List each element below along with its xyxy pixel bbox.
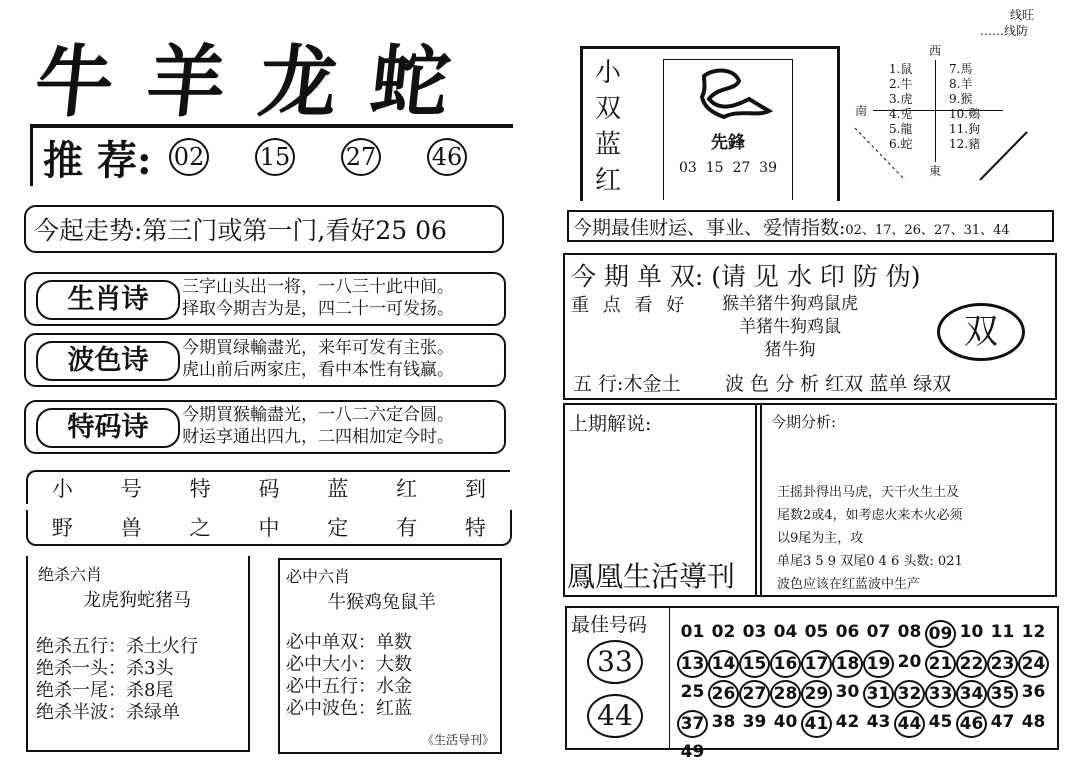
number-cell: 34 <box>956 680 987 708</box>
hit-key: 必中波色： <box>286 698 376 719</box>
number-cell: 44 <box>894 710 925 738</box>
number-cell: 29 <box>801 680 832 708</box>
number-cell: 18 <box>832 650 863 678</box>
kill-value: 杀绿单 <box>126 702 180 723</box>
number-cell: 30 <box>835 682 860 702</box>
hint-char: 号 <box>120 477 142 501</box>
number-cell: 43 <box>866 712 891 732</box>
zodiac-item: 2.牛 <box>889 77 913 91</box>
focus-label: 重 点 看 好 <box>571 295 689 316</box>
zodiac-item: 11.狗 <box>949 122 981 136</box>
hint-char: 中 <box>258 516 280 540</box>
number-cell: 48 <box>1021 712 1046 732</box>
analysis-text <box>777 481 963 596</box>
best-pick: 33 <box>587 640 643 684</box>
focus-zodiacs <box>695 293 885 362</box>
recommend-box <box>30 124 513 186</box>
hit-item <box>286 654 500 676</box>
best-box <box>565 606 1059 762</box>
hit-value: 水金 <box>376 676 412 697</box>
focus-line: 羊猪牛狗鸡鼠 <box>739 317 841 337</box>
number-cell: 11 <box>990 622 1015 642</box>
kill-value: 杀8尾 <box>126 680 174 701</box>
side-char: 双 <box>595 94 622 124</box>
number-cell: 03 <box>742 622 767 642</box>
hint-char: 定 <box>327 516 349 540</box>
corner-bottom-text: 线防 <box>1004 24 1029 38</box>
number-cell: 35 <box>987 680 1018 708</box>
hit-item <box>286 632 500 654</box>
south-label: 南 <box>855 104 868 118</box>
number-grid <box>677 620 1049 762</box>
recommend-number: 27 <box>341 138 381 176</box>
number-cell: 19 <box>863 650 894 678</box>
analysis-line: 波色应该在红蓝波中生产 <box>777 577 921 592</box>
analysis-line: 以9尾为主，攻 <box>777 531 864 546</box>
zodiac-item: 10.鷄 <box>949 107 981 121</box>
analysis-line: 单尾3 5 9 双尾0 4 6 头数: 021 <box>777 554 963 569</box>
this-label: 今期分析: <box>771 413 837 431</box>
oddeven-box <box>563 253 1057 400</box>
trend-box: 今起走势:第三门或第一门,看好25 06 <box>24 205 504 253</box>
hit-key: 必中单双： <box>286 632 376 653</box>
hint-char: 小 <box>51 477 73 501</box>
poem-wave <box>24 333 506 387</box>
kill-zodiacs: 龙虎狗蛇猪马 <box>83 590 191 611</box>
kill-value: 杀土火行 <box>126 636 198 657</box>
five-elements: 五 行:木金土 <box>573 373 681 395</box>
number-cell: 15 <box>739 650 770 678</box>
zodiac-item: 6.蛇 <box>889 137 913 151</box>
number-cell: 04 <box>773 622 798 642</box>
side-char: 小 <box>595 58 622 88</box>
zodiac-item: 3.虎 <box>889 92 913 106</box>
kill-key: 绝杀五行： <box>36 636 126 657</box>
zodiac-item: 1.鼠 <box>889 62 913 76</box>
number-cell: 38 <box>711 712 736 732</box>
hit-title: 必中六肖 <box>286 567 351 586</box>
hint-char: 兽 <box>120 516 142 540</box>
number-cell: 08 <box>897 622 922 642</box>
recommend-number: 15 <box>255 138 295 176</box>
source-label: 《生活导刊》 <box>421 733 494 747</box>
number-cell: 45 <box>928 712 953 732</box>
poem-line: 虎山前后两家庄，看中本性有钱赢。 <box>182 360 454 380</box>
number-cell: 16 <box>770 650 801 678</box>
side-char: 红 <box>595 166 622 196</box>
kill-key: 绝杀半波： <box>36 702 126 723</box>
pioneer-box <box>580 46 840 201</box>
index-values: 02、17、26、27、31、44 <box>845 223 1010 238</box>
kill-key: 绝杀一尾： <box>36 680 126 701</box>
hit-key: 必中大小： <box>286 654 376 675</box>
number-cell: 07 <box>866 622 891 642</box>
number-cell: 49 <box>680 742 705 762</box>
kill-item <box>36 702 248 724</box>
number-cell: 05 <box>804 622 829 642</box>
number-cell: 17 <box>801 650 832 678</box>
last-label: 上期解说: <box>569 413 652 435</box>
number-cell: 12 <box>1021 622 1046 642</box>
number-cell: 10 <box>959 622 984 642</box>
hit-key: 必中五行： <box>286 676 376 697</box>
number-cell: 46 <box>956 710 987 738</box>
poem-line: 择取今期吉为是，四二十一可发扬。 <box>182 299 454 319</box>
poem-zodiac <box>24 272 506 326</box>
zodiac-compass <box>845 40 1045 190</box>
poem-tag: 特码诗 <box>36 408 180 448</box>
kill-item <box>36 658 248 680</box>
hint-char: 特 <box>464 516 486 540</box>
zodiac-item: 8.羊 <box>949 77 973 91</box>
zodiac-item: 7.馬 <box>949 62 973 76</box>
hit-item <box>286 676 500 698</box>
oddeven-title: 今 期 单 双: (请 见 水 印 防 伪) <box>571 262 921 291</box>
hit-box <box>278 558 502 754</box>
analysis-line: 王摇卦得出马虎，天干火生土及 <box>777 485 960 500</box>
pioneer-name: 先鋒 <box>711 133 745 153</box>
pioneer-card <box>663 59 793 200</box>
poem-special <box>24 400 506 454</box>
zodiac-item: 12.豬 <box>949 137 981 151</box>
recommend-label: 推 荐: <box>43 136 152 184</box>
analysis-box <box>563 403 1057 597</box>
number-cell: 40 <box>773 712 798 732</box>
poem-line: 今期買绿輸盡光，来年可发有主张。 <box>182 338 454 358</box>
west-label: 西 <box>929 44 942 58</box>
number-cell: 36 <box>1021 682 1046 702</box>
number-cell: 01 <box>680 622 705 642</box>
poem-line: 今期買猴輸盡光，一八二六定合圆。 <box>182 405 454 425</box>
poem-tag: 生肖诗 <box>36 280 180 320</box>
hint-char: 野 <box>51 516 73 540</box>
number-cell: 37 <box>677 710 708 738</box>
number-cell: 27 <box>739 680 770 708</box>
poem-line: 财运享通出四九，二四相加定今时。 <box>182 427 454 447</box>
hit-value: 红蓝 <box>376 698 412 719</box>
number-cell: 33 <box>925 680 956 708</box>
kill-key: 绝杀一头： <box>36 658 126 679</box>
brand-logo: 鳳凰生活導刊 <box>567 560 736 593</box>
number-cell: 32 <box>894 680 925 708</box>
number-cell: 22 <box>956 650 987 678</box>
zodiac-item: 5.龍 <box>889 122 913 136</box>
kill-box <box>26 556 250 752</box>
hit-value: 大数 <box>376 654 412 675</box>
number-cell: 24 <box>1018 650 1049 678</box>
page-title: 牛羊龙蛇 <box>30 38 489 128</box>
number-cell: 41 <box>801 710 832 738</box>
number-cell: 47 <box>990 712 1015 732</box>
pioneer-side <box>595 55 621 199</box>
hit-item <box>286 698 500 720</box>
number-cell: 26 <box>708 680 739 708</box>
analysis-line: 尾数2或4，如考虑火来木火必须 <box>777 508 963 523</box>
hint-row-1 <box>26 470 510 504</box>
hint-char: 到 <box>464 477 486 501</box>
kill-title: 绝杀六肖 <box>38 565 103 584</box>
recommend-number: 46 <box>427 138 467 176</box>
poem-line: 三字山头出一将，一八三十此中间。 <box>182 277 454 297</box>
focus-line: 猪牛狗 <box>764 340 816 360</box>
hit-value: 单数 <box>376 632 412 653</box>
number-cell: 13 <box>677 650 708 678</box>
kill-value: 杀3头 <box>126 658 174 679</box>
oddeven-badge: 双 <box>937 303 1025 361</box>
number-cell: 31 <box>863 680 894 708</box>
pioneer-numbers: 03 15 27 39 <box>679 160 777 176</box>
hint-row-2 <box>26 510 512 546</box>
recommend-number: 02 <box>169 138 209 176</box>
compass-lines <box>845 40 1045 190</box>
hint-char: 码 <box>258 477 280 501</box>
index-box <box>567 210 1054 242</box>
wave-analysis: 波 色 分 析 红双 蓝单 绿双 <box>725 373 952 395</box>
hint-char: 之 <box>189 516 211 540</box>
number-cell: 02 <box>711 622 736 642</box>
zodiac-item: 9.猴 <box>949 92 973 106</box>
number-cell: 23 <box>987 650 1018 678</box>
hint-char: 红 <box>396 477 418 501</box>
number-cell: 42 <box>835 712 860 732</box>
poem-tag: 波色诗 <box>36 341 180 381</box>
focus-line: 猴羊猪牛狗鸡鼠虎 <box>722 294 858 314</box>
number-cell: 21 <box>925 650 956 678</box>
hint-char: 蓝 <box>327 477 349 501</box>
hit-zodiacs: 牛猴鸡兔鼠羊 <box>328 592 436 613</box>
hint-char: 有 <box>396 516 418 540</box>
zodiac-item: 4.兎 <box>889 107 913 121</box>
best-label: 最佳号码 <box>571 614 648 636</box>
number-cell: 39 <box>742 712 767 732</box>
kill-item <box>36 636 248 658</box>
index-label: 今期最佳财运、事业、爱情指数: <box>573 217 846 239</box>
corner-bottom: ……线防 <box>980 24 1029 38</box>
best-pick: 44 <box>587 694 643 738</box>
number-cell: 09 <box>925 620 956 648</box>
number-cell: 25 <box>680 682 705 702</box>
number-cell: 14 <box>708 650 739 678</box>
side-char: 蓝 <box>595 130 622 160</box>
number-cell: 20 <box>897 652 922 672</box>
warrior-figure-icon <box>684 66 774 124</box>
corner-top: 线旺 <box>1010 8 1035 22</box>
number-cell: 06 <box>835 622 860 642</box>
east-label: 東 <box>929 164 942 178</box>
hint-char: 特 <box>189 477 211 501</box>
kill-item <box>36 680 248 702</box>
number-cell: 28 <box>770 680 801 708</box>
